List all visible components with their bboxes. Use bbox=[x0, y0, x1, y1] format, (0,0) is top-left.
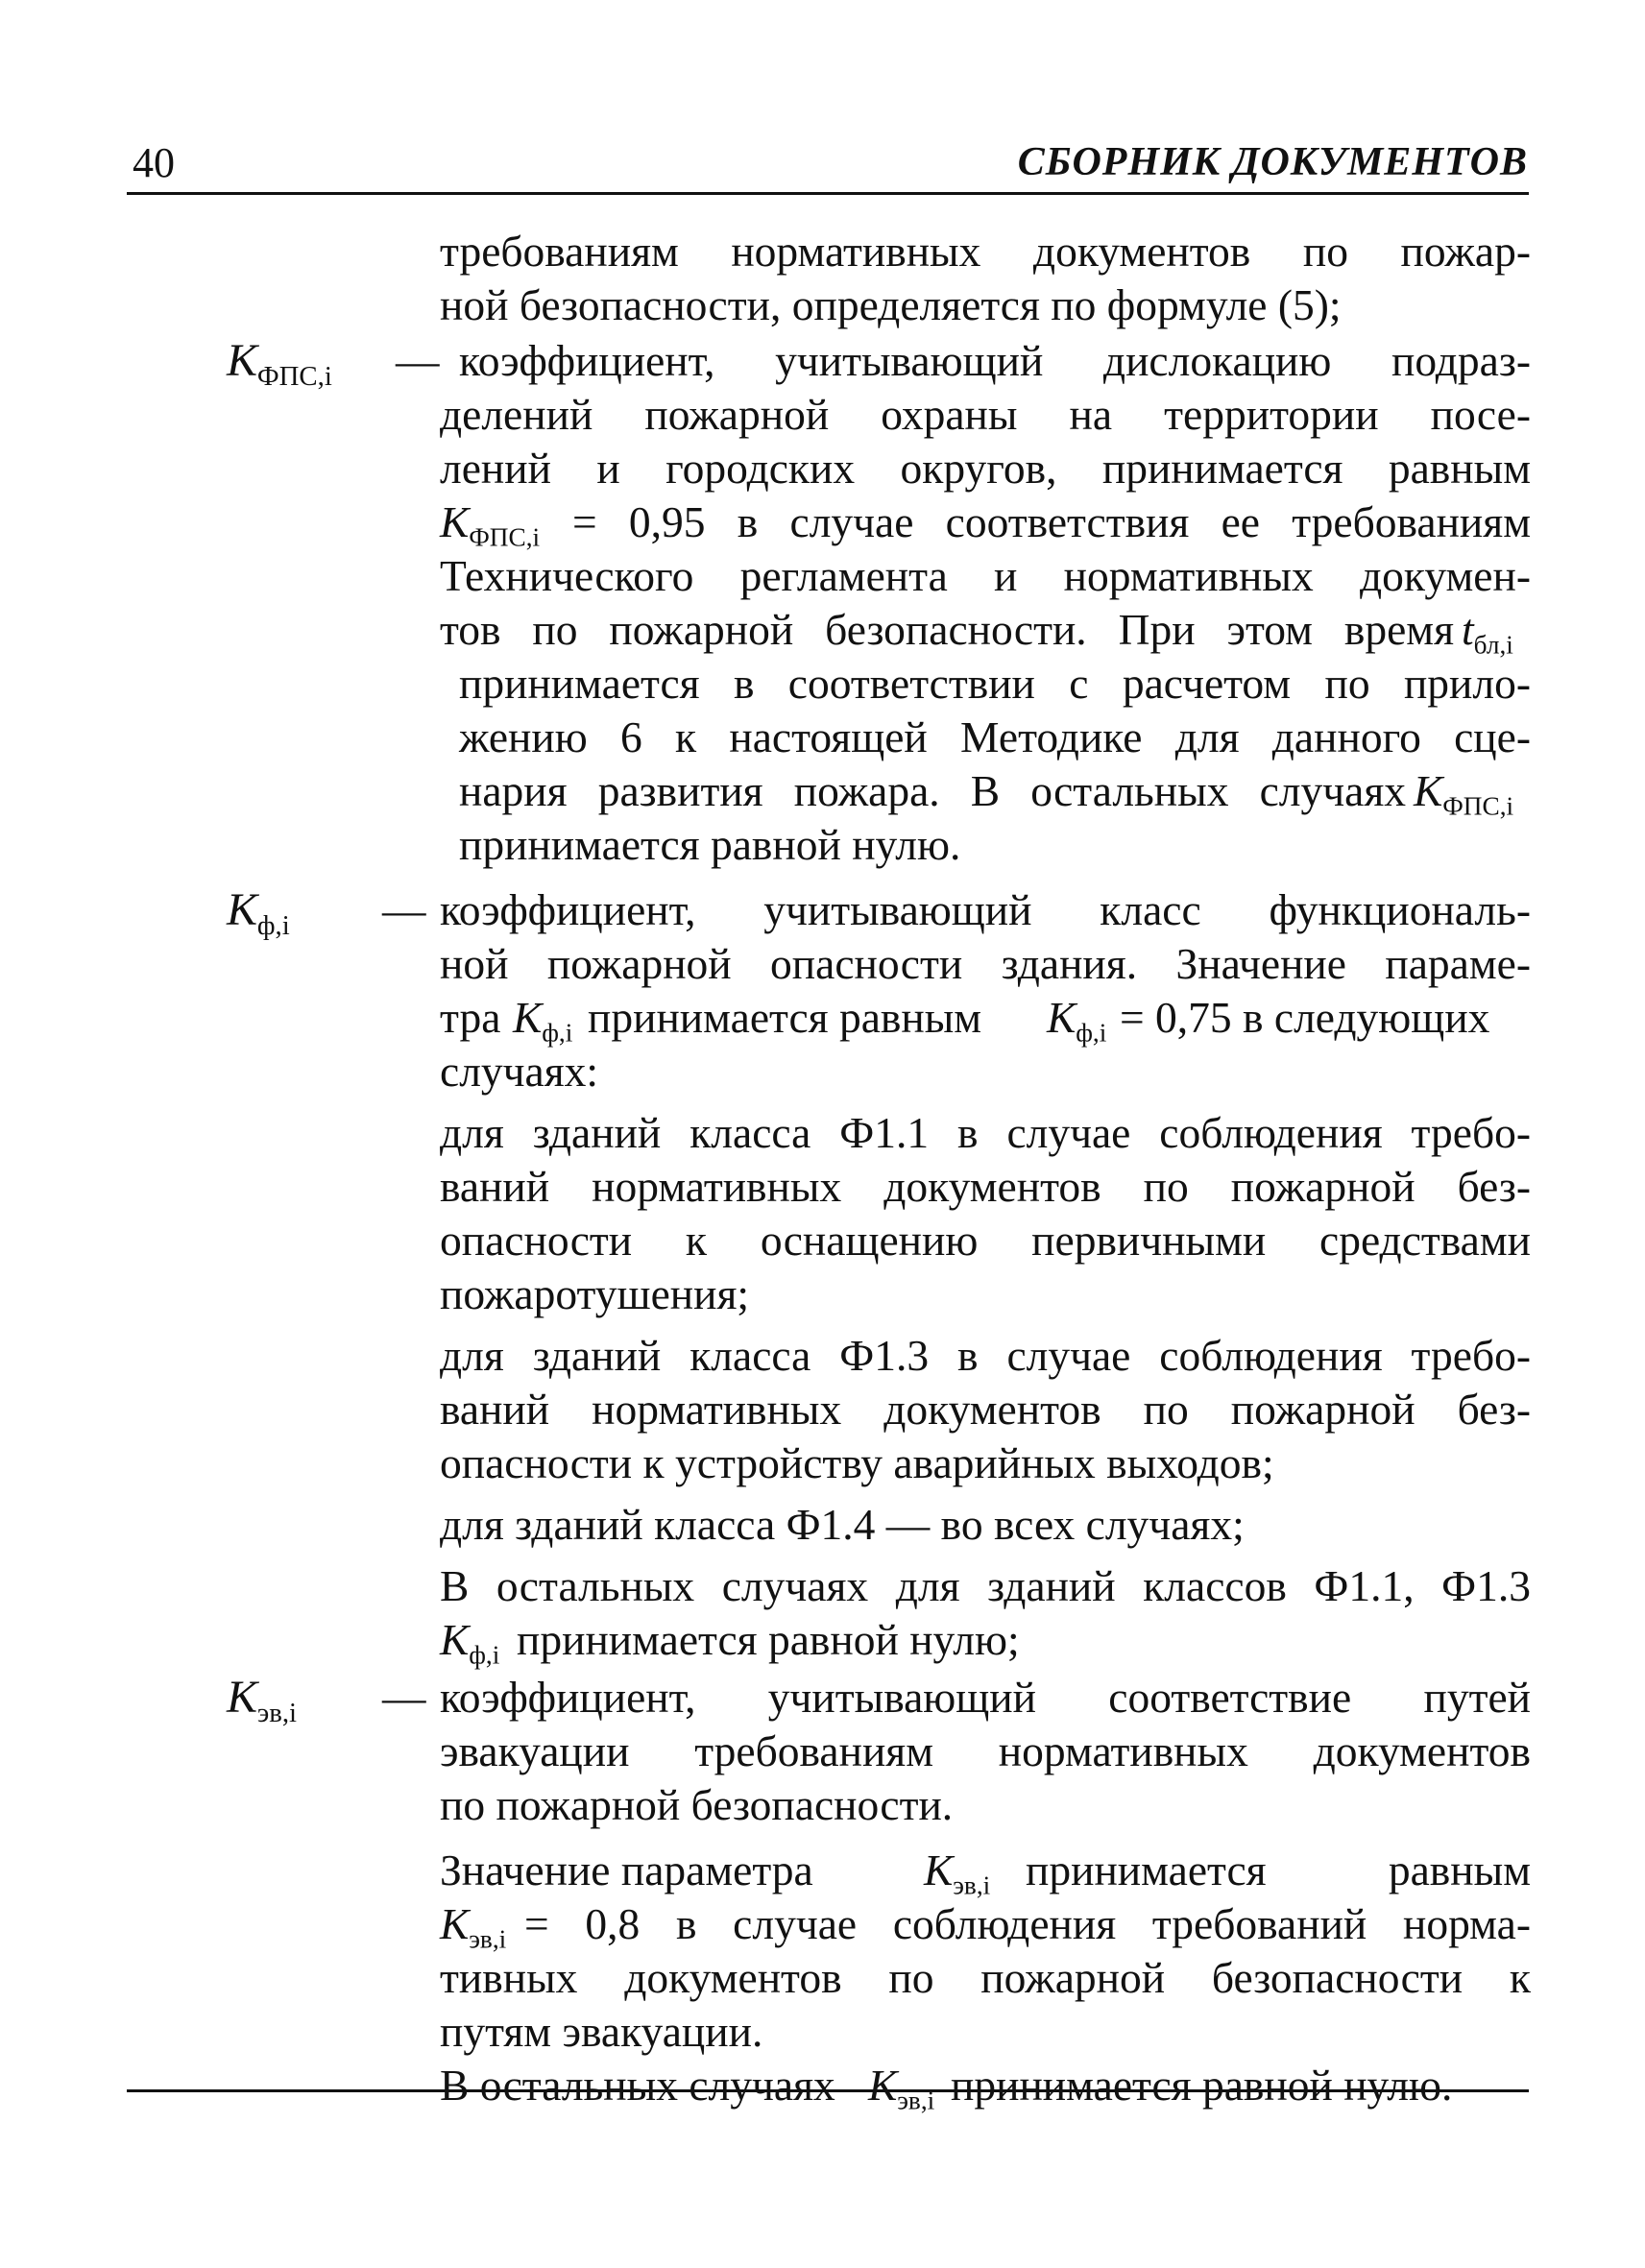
definition-dash: — bbox=[396, 336, 440, 385]
inline-formula: $К_{эв,i}$ bbox=[924, 1846, 991, 1900]
inline-formula: $К_{эв,i}$ bbox=[440, 1899, 507, 1954]
text-line: опасности к оснащению первичными средствами bbox=[440, 1216, 1531, 1265]
text-line: нария развития пожара. В остальных случаях bbox=[459, 766, 1406, 815]
text-line: для зданий класса Ф1.1 в случае соблюдения требо- bbox=[440, 1108, 1531, 1157]
text-line: ной безопасности, определяется по формуле (5); bbox=[440, 280, 1342, 329]
header-rule bbox=[127, 192, 1529, 195]
term-k-fps: $К_{ФПС,i}$ bbox=[227, 335, 332, 393]
text-line: эвакуации требованиям нормативных документов bbox=[440, 1726, 1531, 1775]
inline-formula: $К_{эв,i}$ bbox=[868, 2061, 935, 2115]
text-line: = 0,95 в случае соответствия ее требованиям bbox=[572, 497, 1531, 546]
text-line: принимается равным bbox=[1026, 1846, 1531, 1894]
inline-formula: $К_{ф,i}$ bbox=[513, 993, 573, 1048]
definition-dash: — bbox=[382, 1673, 426, 1722]
text-line: по пожарной безопасности. bbox=[440, 1780, 954, 1829]
text-line: случаях: bbox=[440, 1047, 599, 1096]
text-line: В остальных случаях bbox=[440, 2061, 835, 2110]
inline-formula: $К_{ф,i}$ bbox=[440, 1615, 500, 1670]
term-k-ev: $К_{эв,i}$ bbox=[227, 1672, 298, 1729]
inline-formula: $t_{бл,i}$ bbox=[1462, 605, 1513, 660]
text-line: принимается равной нулю; bbox=[517, 1615, 1020, 1664]
text-line: принимается равной нулю. bbox=[951, 2061, 1453, 2110]
term-k-f: $К_{ф,i}$ bbox=[227, 884, 290, 942]
text-line: Технического регламента и нормативных докумен- bbox=[440, 551, 1531, 600]
text-line: ной пожарной опасности здания. Значение параме- bbox=[440, 939, 1531, 988]
text-line: коэффициент, учитывающий класс функциональ- bbox=[440, 885, 1531, 934]
text-line: ваний нормативных документов по пожарной без- bbox=[440, 1162, 1531, 1211]
text-line: = 0,8 в случае соблюдения требований норма- bbox=[524, 1899, 1531, 1948]
text-line: принимается равным bbox=[588, 993, 982, 1042]
page-number: 40 bbox=[133, 139, 175, 186]
text-line: делений пожарной охраны на территории посе- bbox=[440, 390, 1531, 439]
text-line: Значение параметра bbox=[440, 1846, 813, 1894]
inline-formula: $К_{ФПС,i}$ bbox=[440, 497, 541, 552]
text-line: принимается в соответствии с расчетом по прило- bbox=[459, 659, 1531, 708]
footer-rule bbox=[127, 2089, 1529, 2092]
text-line: путям эвакуации. bbox=[440, 2007, 763, 2056]
text-line: для зданий класса Ф1.4 — во всех случаях; bbox=[440, 1500, 1245, 1549]
text-line: опасности к устройству аварийных выходов; bbox=[440, 1438, 1274, 1487]
text-line: = 0,75 в следующих bbox=[1120, 993, 1490, 1042]
text-line: тра bbox=[440, 993, 501, 1042]
text-line: тивных документов по пожарной безопасности к bbox=[440, 1953, 1531, 2002]
inline-formula: $К_{ФПС,i}$ bbox=[1414, 766, 1514, 821]
text-line: тов по пожарной безопасности. При этом время bbox=[440, 605, 1454, 654]
text-line: коэффициент, учитывающий соответствие путей bbox=[440, 1673, 1531, 1722]
inline-formula: $К_{ф,i}$ bbox=[1047, 993, 1107, 1048]
text-line: ваний нормативных документов по пожарной без- bbox=[440, 1385, 1531, 1434]
text-line: жению 6 к настоящей Методике для данного сце- bbox=[459, 712, 1531, 761]
text-line: лений и городских округов, принимается равным bbox=[440, 444, 1531, 493]
text-line: В остальных случаях для зданий классов Ф1.1, Ф1.3 bbox=[440, 1561, 1531, 1610]
running-head: СБОРНИК ДОКУМЕНТОВ bbox=[1017, 140, 1528, 184]
text-line: требованиям нормативных документов по пожар- bbox=[440, 227, 1531, 276]
text-line: принимается равной нулю. bbox=[459, 820, 961, 869]
text-line: пожаротушения; bbox=[440, 1269, 750, 1318]
text-line: коэффициент, учитывающий дислокацию подраз- bbox=[459, 336, 1531, 385]
definition-dash: — bbox=[382, 885, 426, 934]
text-line: для зданий класса Ф1.3 в случае соблюдения требо- bbox=[440, 1331, 1531, 1380]
